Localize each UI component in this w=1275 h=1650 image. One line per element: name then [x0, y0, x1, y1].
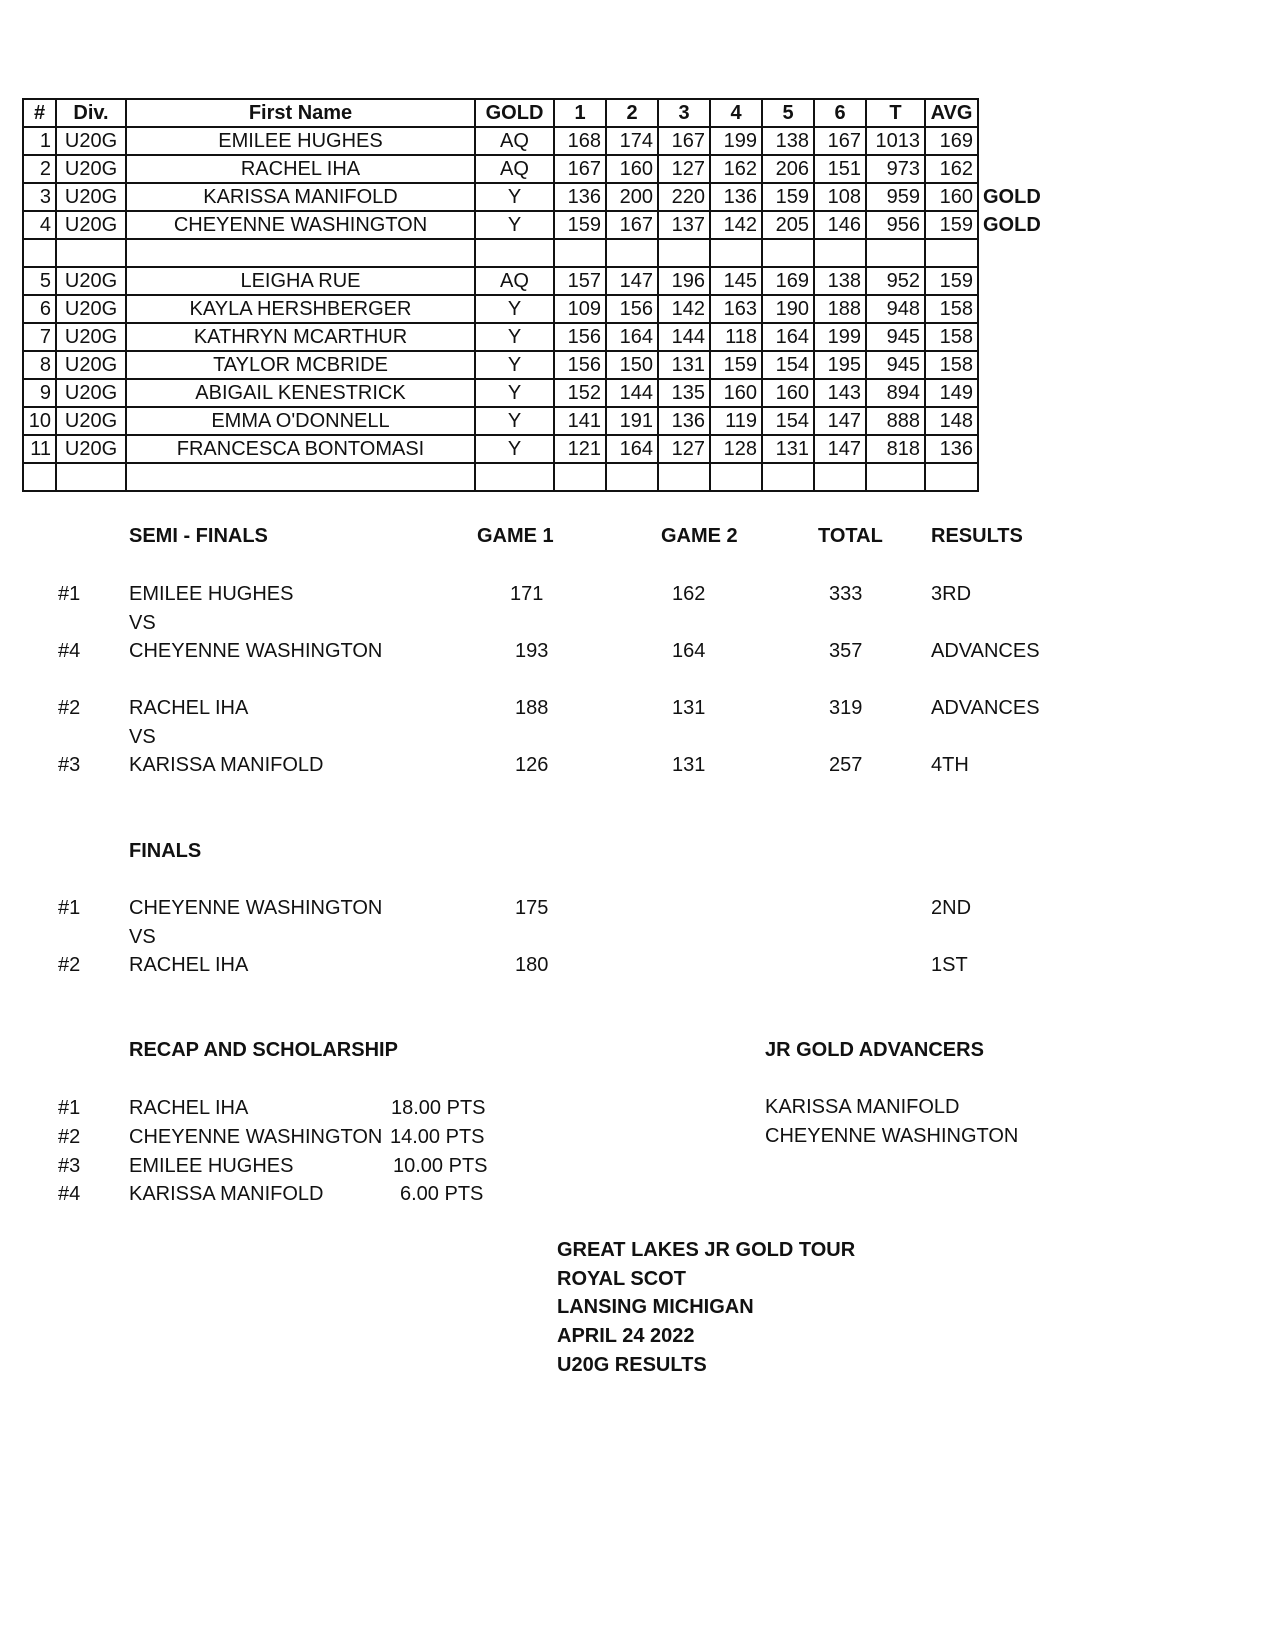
game4-cell: 199 — [710, 127, 762, 155]
game6-cell: 138 — [814, 267, 866, 295]
gold-note — [978, 463, 1048, 491]
points: 18.00 PTS — [391, 1097, 486, 1119]
gold-note — [978, 267, 1048, 295]
game5-cell: 160 — [762, 379, 814, 407]
vs-label: VS — [129, 926, 156, 948]
avg-cell: 160 — [925, 183, 978, 211]
game2-score: 164 — [672, 640, 706, 662]
seed: #1 — [58, 1097, 81, 1119]
game2-cell: 150 — [606, 351, 658, 379]
div-cell: U20G — [56, 407, 126, 435]
total-cell — [866, 463, 925, 491]
game3-cell: 135 — [658, 379, 710, 407]
name-cell: EMMA O'DONNELL — [126, 407, 475, 435]
gold-cell: AQ — [475, 267, 554, 295]
rank-cell — [23, 239, 56, 267]
header-game-5: 5 — [762, 99, 814, 127]
semis-col-game1: GAME 1 — [477, 525, 554, 547]
tour-name: GREAT LAKES JR GOLD TOUR — [557, 1239, 856, 1261]
header-total: T — [866, 99, 925, 127]
division-results: U20G RESULTS — [557, 1354, 707, 1376]
recap-title: RECAP AND SCHOLARSHIP — [129, 1039, 398, 1061]
game1-score: 188 — [515, 697, 549, 719]
advancers-title: JR GOLD ADVANCERS — [765, 1039, 984, 1061]
game5-cell: 154 — [762, 351, 814, 379]
table-row — [23, 351, 1048, 379]
total-cell — [866, 239, 925, 267]
qualifying-table — [22, 98, 1049, 492]
player-name: KARISSA MANIFOLD — [129, 754, 324, 776]
total-cell: 956 — [866, 211, 925, 239]
player-name: RACHEL IHA — [129, 697, 249, 719]
rank-cell: 2 — [23, 155, 56, 183]
game6-cell: 146 — [814, 211, 866, 239]
game3-cell — [658, 239, 710, 267]
result: ADVANCES — [931, 697, 1040, 719]
game2-cell: 200 — [606, 183, 658, 211]
game4-cell: 119 — [710, 407, 762, 435]
game4-cell — [710, 239, 762, 267]
game3-cell: 137 — [658, 211, 710, 239]
gold-cell — [475, 463, 554, 491]
game5-cell: 159 — [762, 183, 814, 211]
game1-cell: 159 — [554, 211, 606, 239]
semis-col-results: RESULTS — [931, 525, 1023, 547]
game1-cell: 168 — [554, 127, 606, 155]
game1-score: 175 — [515, 897, 549, 919]
seed: #1 — [58, 583, 81, 605]
total-score: 319 — [829, 697, 863, 719]
div-cell: U20G — [56, 351, 126, 379]
game1-cell: 121 — [554, 435, 606, 463]
div-cell: U20G — [56, 435, 126, 463]
header-game-6: 6 — [814, 99, 866, 127]
div-cell: U20G — [56, 267, 126, 295]
game2-cell: 156 — [606, 295, 658, 323]
rank-cell: 5 — [23, 267, 56, 295]
game6-cell: 147 — [814, 435, 866, 463]
game2-cell — [606, 239, 658, 267]
table-row — [23, 155, 1048, 183]
table-row — [23, 435, 1048, 463]
game2-score: 131 — [672, 697, 706, 719]
avg-cell — [925, 239, 978, 267]
name-cell: TAYLOR MCBRIDE — [126, 351, 475, 379]
player-name: CHEYENNE WASHINGTON — [129, 1126, 383, 1148]
points: 10.00 PTS — [393, 1155, 488, 1177]
seed: #1 — [58, 897, 81, 919]
game2-cell — [606, 463, 658, 491]
avg-cell — [925, 463, 978, 491]
total-score: 333 — [829, 583, 863, 605]
avg-cell: 159 — [925, 267, 978, 295]
game4-cell — [710, 463, 762, 491]
location: LANSING MICHIGAN — [557, 1296, 754, 1318]
seed: #3 — [58, 754, 81, 776]
player-name: EMILEE HUGHES — [129, 583, 294, 605]
game4-cell: 128 — [710, 435, 762, 463]
name-cell: KATHRYN MCARTHUR — [126, 323, 475, 351]
gold-cell — [475, 239, 554, 267]
table-row — [23, 379, 1048, 407]
total-cell: 1013 — [866, 127, 925, 155]
table-row — [23, 295, 1048, 323]
table-header-row — [23, 99, 1048, 127]
points: 6.00 PTS — [400, 1183, 484, 1205]
total-cell: 952 — [866, 267, 925, 295]
rank-cell: 7 — [23, 323, 56, 351]
seed: #2 — [58, 1126, 81, 1148]
game4-cell: 145 — [710, 267, 762, 295]
game2-cell: 164 — [606, 323, 658, 351]
rank-cell: 8 — [23, 351, 56, 379]
gold-cell: Y — [475, 435, 554, 463]
total-cell: 818 — [866, 435, 925, 463]
name-cell: RACHEL IHA — [126, 155, 475, 183]
div-cell: U20G — [56, 127, 126, 155]
points: 14.00 PTS — [390, 1126, 485, 1148]
table-row — [23, 211, 1048, 239]
table-row-blank — [23, 463, 1048, 491]
gold-note — [978, 323, 1048, 351]
player-name: CHEYENNE WASHINGTON — [129, 640, 383, 662]
result: ADVANCES — [931, 640, 1040, 662]
header-game-3: 3 — [658, 99, 710, 127]
total-cell: 945 — [866, 351, 925, 379]
game6-cell — [814, 239, 866, 267]
name-cell: LEIGHA RUE — [126, 267, 475, 295]
total-cell: 894 — [866, 379, 925, 407]
semis-col-game2: GAME 2 — [661, 525, 738, 547]
game5-cell: 205 — [762, 211, 814, 239]
header-gold: GOLD — [475, 99, 554, 127]
game1-cell: 156 — [554, 323, 606, 351]
name-cell — [126, 463, 475, 491]
div-cell — [56, 239, 126, 267]
game2-cell: 191 — [606, 407, 658, 435]
game2-score: 131 — [672, 754, 706, 776]
avg-cell: 162 — [925, 155, 978, 183]
gold-note — [978, 127, 1048, 155]
gold-cell: Y — [475, 379, 554, 407]
game1-score: 193 — [515, 640, 549, 662]
header-game-4: 4 — [710, 99, 762, 127]
game3-cell: 220 — [658, 183, 710, 211]
game1-cell: 152 — [554, 379, 606, 407]
result: 2ND — [931, 897, 972, 919]
total-cell: 948 — [866, 295, 925, 323]
div-cell: U20G — [56, 323, 126, 351]
gold-note — [978, 435, 1048, 463]
rank-cell: 9 — [23, 379, 56, 407]
div-cell: U20G — [56, 155, 126, 183]
rank-cell: 4 — [23, 211, 56, 239]
game2-cell: 167 — [606, 211, 658, 239]
header-first-name: First Name — [126, 99, 475, 127]
gold-cell: AQ — [475, 127, 554, 155]
gold-cell: Y — [475, 211, 554, 239]
header-game-2: 2 — [606, 99, 658, 127]
seed: #4 — [58, 640, 81, 662]
seed: #3 — [58, 1155, 81, 1177]
seed: #4 — [58, 1183, 81, 1205]
game5-cell — [762, 239, 814, 267]
player-name: EMILEE HUGHES — [129, 1155, 294, 1177]
game1-cell — [554, 463, 606, 491]
gold-note — [978, 295, 1048, 323]
total-cell: 959 — [866, 183, 925, 211]
name-cell: CHEYENNE WASHINGTON — [126, 211, 475, 239]
result: 3RD — [931, 583, 972, 605]
table-row — [23, 127, 1048, 155]
gold-cell: Y — [475, 295, 554, 323]
player-name: RACHEL IHA — [129, 1097, 249, 1119]
semis-col-total: TOTAL — [818, 525, 883, 547]
game5-cell: 206 — [762, 155, 814, 183]
avg-cell: 159 — [925, 211, 978, 239]
header-note — [978, 99, 1048, 127]
table-row — [23, 183, 1048, 211]
game4-cell: 160 — [710, 379, 762, 407]
avg-cell: 169 — [925, 127, 978, 155]
game5-cell: 131 — [762, 435, 814, 463]
gold-cell: Y — [475, 323, 554, 351]
game4-cell: 162 — [710, 155, 762, 183]
name-cell — [126, 239, 475, 267]
game6-cell: 167 — [814, 127, 866, 155]
table-row — [23, 407, 1048, 435]
game2-cell: 144 — [606, 379, 658, 407]
total-cell: 888 — [866, 407, 925, 435]
div-cell: U20G — [56, 183, 126, 211]
game3-cell: 136 — [658, 407, 710, 435]
header-div: Div. — [56, 99, 126, 127]
rank-cell: 6 — [23, 295, 56, 323]
game3-cell: 127 — [658, 155, 710, 183]
game3-cell: 167 — [658, 127, 710, 155]
player-name: KARISSA MANIFOLD — [129, 1183, 324, 1205]
game4-cell: 118 — [710, 323, 762, 351]
header-rank: # — [23, 99, 56, 127]
game2-cell: 147 — [606, 267, 658, 295]
game6-cell: 143 — [814, 379, 866, 407]
name-cell: KARISSA MANIFOLD — [126, 183, 475, 211]
event-date: APRIL 24 2022 — [557, 1325, 695, 1347]
avg-cell: 149 — [925, 379, 978, 407]
header-game-1: 1 — [554, 99, 606, 127]
name-cell: ABIGAIL KENESTRICK — [126, 379, 475, 407]
rank-cell: 1 — [23, 127, 56, 155]
total-cell: 973 — [866, 155, 925, 183]
game3-cell — [658, 463, 710, 491]
semis-title: SEMI - FINALS — [129, 525, 268, 547]
game5-cell: 154 — [762, 407, 814, 435]
game6-cell: 195 — [814, 351, 866, 379]
player-name: RACHEL IHA — [129, 954, 249, 976]
player-name: CHEYENNE WASHINGTON — [129, 897, 383, 919]
game4-cell: 163 — [710, 295, 762, 323]
venue: ROYAL SCOT — [557, 1268, 686, 1290]
game1-cell: 109 — [554, 295, 606, 323]
game6-cell: 199 — [814, 323, 866, 351]
game4-cell: 136 — [710, 183, 762, 211]
advancer-name: KARISSA MANIFOLD — [765, 1096, 960, 1118]
gold-note: GOLD — [983, 214, 1041, 236]
game3-cell: 142 — [658, 295, 710, 323]
gold-note — [978, 239, 1048, 267]
game1-cell — [554, 239, 606, 267]
game4-cell: 142 — [710, 211, 762, 239]
vs-label: VS — [129, 726, 156, 748]
result: 4TH — [931, 754, 969, 776]
game6-cell: 147 — [814, 407, 866, 435]
seed: #2 — [58, 697, 81, 719]
game1-cell: 167 — [554, 155, 606, 183]
game1-score: 180 — [515, 954, 549, 976]
rank-cell: 10 — [23, 407, 56, 435]
game4-cell: 159 — [710, 351, 762, 379]
game2-cell: 174 — [606, 127, 658, 155]
div-cell — [56, 463, 126, 491]
game1-cell: 157 — [554, 267, 606, 295]
finals-title: FINALS — [129, 840, 202, 862]
game5-cell: 164 — [762, 323, 814, 351]
header-avg: AVG — [925, 99, 978, 127]
name-cell: FRANCESCA BONTOMASI — [126, 435, 475, 463]
game6-cell — [814, 463, 866, 491]
vs-label: VS — [129, 612, 156, 634]
seed: #2 — [58, 954, 81, 976]
game3-cell: 196 — [658, 267, 710, 295]
avg-cell: 158 — [925, 323, 978, 351]
game5-cell: 169 — [762, 267, 814, 295]
avg-cell: 148 — [925, 407, 978, 435]
game2-cell: 164 — [606, 435, 658, 463]
game6-cell: 188 — [814, 295, 866, 323]
game2-score: 162 — [672, 583, 706, 605]
table-row — [23, 323, 1048, 351]
name-cell: EMILEE HUGHES — [126, 127, 475, 155]
table-row — [23, 267, 1048, 295]
rank-cell: 3 — [23, 183, 56, 211]
gold-note — [978, 155, 1048, 183]
gold-note — [978, 407, 1048, 435]
game3-cell: 144 — [658, 323, 710, 351]
game1-cell: 156 — [554, 351, 606, 379]
name-cell: KAYLA HERSHBERGER — [126, 295, 475, 323]
total-score: 357 — [829, 640, 863, 662]
game1-cell: 141 — [554, 407, 606, 435]
game1-score: 171 — [510, 583, 544, 605]
gold-cell: Y — [475, 183, 554, 211]
avg-cell: 136 — [925, 435, 978, 463]
div-cell: U20G — [56, 211, 126, 239]
game6-cell: 151 — [814, 155, 866, 183]
game5-cell — [762, 463, 814, 491]
rank-cell: 11 — [23, 435, 56, 463]
result: 1ST — [931, 954, 968, 976]
gold-cell: Y — [475, 351, 554, 379]
game1-cell: 136 — [554, 183, 606, 211]
game1-score: 126 — [515, 754, 549, 776]
gold-note: GOLD — [983, 186, 1041, 208]
total-score: 257 — [829, 754, 863, 776]
game3-cell: 127 — [658, 435, 710, 463]
advancer-name: CHEYENNE WASHINGTON — [765, 1125, 1019, 1147]
gold-cell: Y — [475, 407, 554, 435]
gold-note — [978, 351, 1048, 379]
div-cell: U20G — [56, 379, 126, 407]
total-cell: 945 — [866, 323, 925, 351]
table-row-blank — [23, 239, 1048, 267]
game6-cell: 108 — [814, 183, 866, 211]
avg-cell: 158 — [925, 295, 978, 323]
gold-note — [978, 379, 1048, 407]
game5-cell: 190 — [762, 295, 814, 323]
game5-cell: 138 — [762, 127, 814, 155]
gold-cell: AQ — [475, 155, 554, 183]
rank-cell — [23, 463, 56, 491]
avg-cell: 158 — [925, 351, 978, 379]
game3-cell: 131 — [658, 351, 710, 379]
game2-cell: 160 — [606, 155, 658, 183]
div-cell: U20G — [56, 295, 126, 323]
